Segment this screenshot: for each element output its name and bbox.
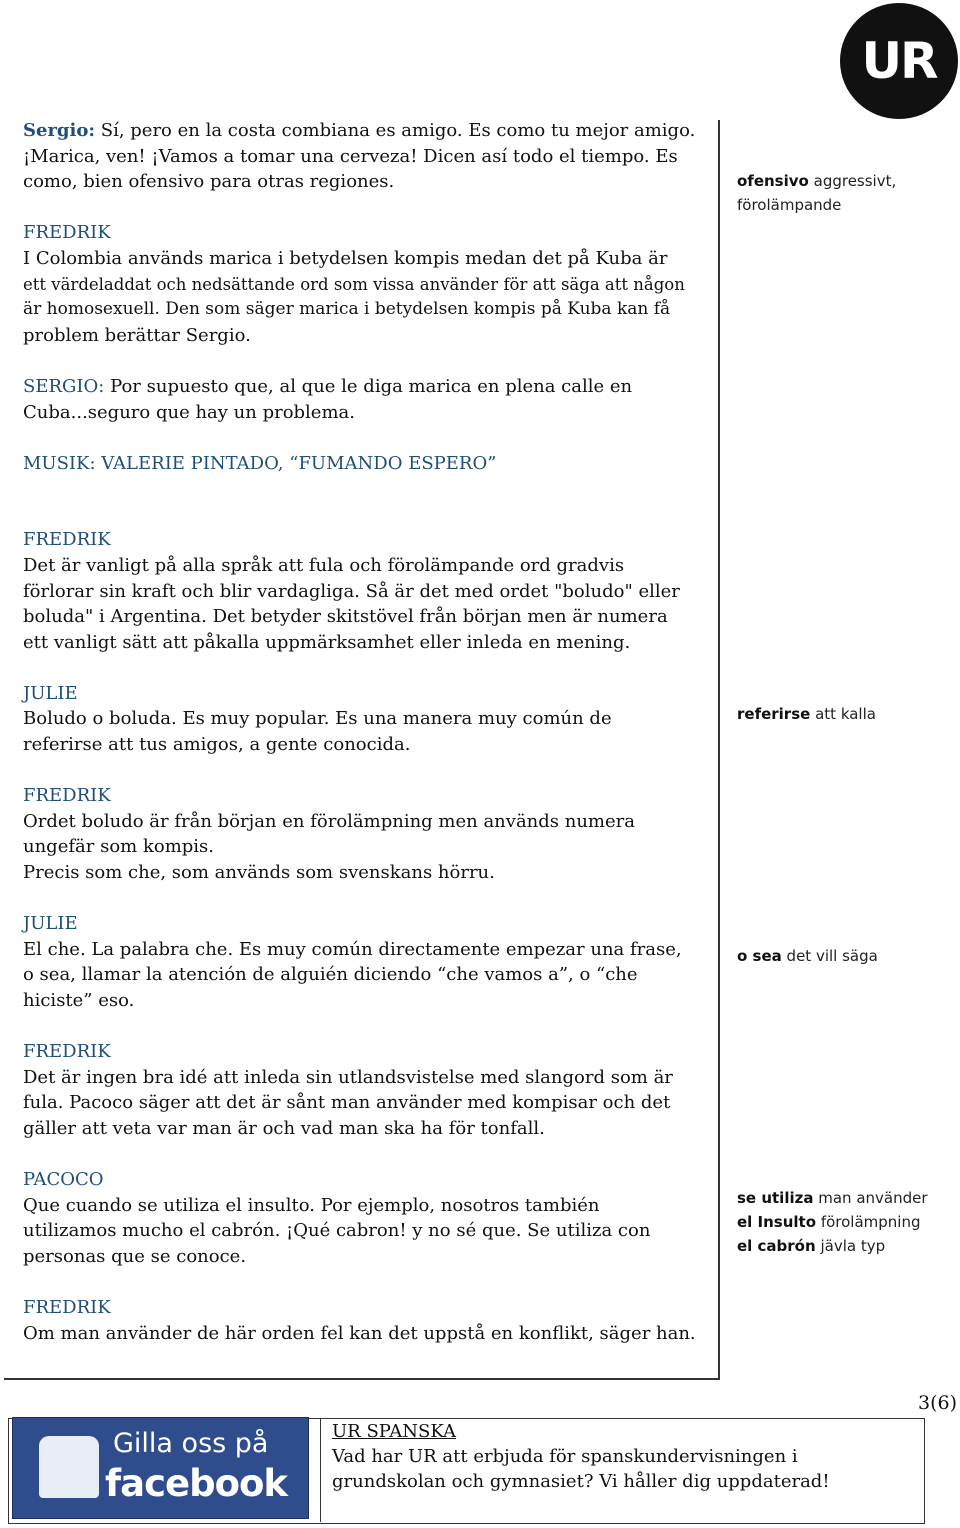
line: ett värdeladdat och nedsättande ord som vissa använder för att säga att någon — [23, 274, 685, 294]
gloss-word: el Insulto — [737, 1213, 817, 1231]
transcript-block-pacoco — [23, 1167, 708, 1269]
line: Boludo o boluda. Es muy popular. Es una manera muy común de — [23, 708, 612, 730]
music-cue — [23, 451, 708, 477]
line: gäller att veta var man är och vad man ska ha för tonfall. — [23, 1117, 545, 1139]
speaker-label: SERGIO: — [23, 375, 105, 397]
line: personas que se conoce. — [23, 1245, 247, 1267]
gloss-word: referirse — [737, 705, 811, 723]
banner-title-link[interactable]: UR SPANSKA — [332, 1421, 457, 1442]
newsletter-banner — [332, 1419, 917, 1494]
music-label: MUSIK: VALERIE PINTADO, “FUMANDO ESPERO” — [23, 452, 497, 474]
speaker-label: FREDRIK — [23, 1041, 111, 1063]
line: El che. La palabra che. Es muy común directamente empezar una frase, — [23, 938, 682, 960]
banner-text: Vad har UR att erbjuda för spanskundervisningen i — [332, 1446, 798, 1467]
gloss-meaning: förolämpning — [820, 1213, 921, 1231]
line: ungefär som kompis. — [23, 836, 214, 858]
line: Cuba...seguro que hay un problema. — [23, 401, 355, 423]
gloss-word: se utiliza — [737, 1189, 814, 1207]
transcript-block-fredrik — [23, 1295, 708, 1346]
column-divider — [718, 120, 720, 1378]
facebook-like-text: Gilla oss på — [113, 1428, 269, 1459]
gloss-meaning: att kalla — [815, 705, 876, 723]
line: utilizamos mucho el cabrón. ¡Qué cabron! y no sé que. Se utiliza con — [23, 1220, 651, 1242]
line: boluda" i Argentina. Det betyder skitstövel från början men är numera — [23, 606, 668, 628]
line: är homosexuell. Den som säger marica i betydelsen kompis på Kuba kan få — [23, 299, 671, 320]
glossary-note — [737, 1186, 947, 1258]
line: ¡Marica, ven! ¡Vamos a tomar una cerveza! Dicen así todo el tiempo. Es — [23, 145, 678, 167]
gloss-word: ofensivo — [737, 172, 809, 190]
gloss-meaning: förolämpande — [737, 196, 842, 214]
facebook-wordmark: facebook — [105, 1462, 288, 1505]
speaker-label: JULIE — [23, 682, 78, 704]
line: problem berättar Sergio. — [23, 324, 251, 346]
gloss-meaning: det vill säga — [786, 947, 878, 965]
line: ett vanligt sätt att påkalla uppmärksamhet eller inleda en mening. — [23, 631, 631, 653]
transcript-block-fredrik — [23, 527, 708, 655]
line: Precis som che, som används som svenskans hörru. — [23, 862, 495, 884]
gloss-meaning: man använder — [818, 1189, 928, 1207]
line: referirse att tus amigos, a gente conocida. — [23, 734, 411, 756]
transcript-block-fredrik — [23, 783, 708, 885]
transcript-block-sergio: SERGIO: Por supuesto que, al que le diga marica en plena calle en Cuba...seguro que hay un problema. — [23, 374, 708, 425]
gloss-word: el cabrón — [737, 1237, 816, 1255]
gloss-word: o sea — [737, 947, 782, 965]
speaker-label: FREDRIK — [23, 529, 111, 551]
glossary-note — [737, 169, 947, 217]
line: o sea, llamar la atención de alguién diciendo “che vamos a”, o “che — [23, 964, 638, 986]
glossary-note — [737, 944, 947, 968]
banner-text: grundskolan och gymnasiet? Vi håller dig uppdaterad! — [332, 1471, 830, 1492]
thumbs-up-icon — [39, 1436, 99, 1498]
glossary-note — [737, 702, 947, 726]
line: como, bien ofensivo para otras regiones. — [23, 171, 395, 193]
line: Sergio: Sí, pero en la costa combiana es amigo. Es como tu mejor amigo. — [23, 120, 696, 141]
speaker-label: Sergio: — [23, 120, 96, 141]
line: fula. Pacoco säger att det är sånt man använder med kompisar och det — [23, 1092, 671, 1114]
gloss-meaning: jävla typ — [820, 1237, 886, 1255]
line: I Colombia används marica i betydelsen kompis medan det på Kuba är — [23, 247, 668, 269]
speaker-label: FREDRIK — [23, 222, 111, 244]
transcript-block-julie — [23, 681, 708, 758]
transcript-block-fredrik — [23, 220, 708, 348]
line: Det är vanligt på alla språk att fula och förolämpande ord gradvis — [23, 554, 625, 576]
line: hiciste” eso. — [23, 990, 135, 1011]
gloss-meaning: aggressivt, — [813, 172, 897, 190]
line: Om man använder de här orden fel kan det uppstå en konflikt, säger han. — [23, 1322, 696, 1344]
ur-logo: UR — [840, 3, 958, 119]
line: Ordet boludo är från början en förolämpning men används numera — [23, 810, 635, 832]
transcript — [23, 118, 708, 1372]
facebook-like-banner[interactable] — [12, 1417, 309, 1519]
footer-divider — [320, 1418, 321, 1522]
line: Que cuando se utiliza el insulto. Por ejemplo, nosotros también — [23, 1194, 600, 1216]
speaker-label: PACOCO — [23, 1169, 104, 1191]
speaker-label: FREDRIK — [23, 1297, 111, 1319]
line: förlorar sin kraft och blir vardagliga. Så är det med ordet "boludo" eller — [23, 580, 680, 602]
line: Det är ingen bra idé att inleda sin utlandsvistelse med slangord som är — [23, 1066, 673, 1088]
transcript-block-sergio — [23, 118, 708, 195]
speaker-label: JULIE — [23, 913, 78, 935]
page-number: 3(6) — [918, 1392, 958, 1414]
transcript-block-julie — [23, 911, 708, 1013]
transcript-block-fredrik — [23, 1039, 708, 1141]
bottom-rule — [4, 1378, 720, 1380]
speaker-label: FREDRIK — [23, 785, 111, 807]
